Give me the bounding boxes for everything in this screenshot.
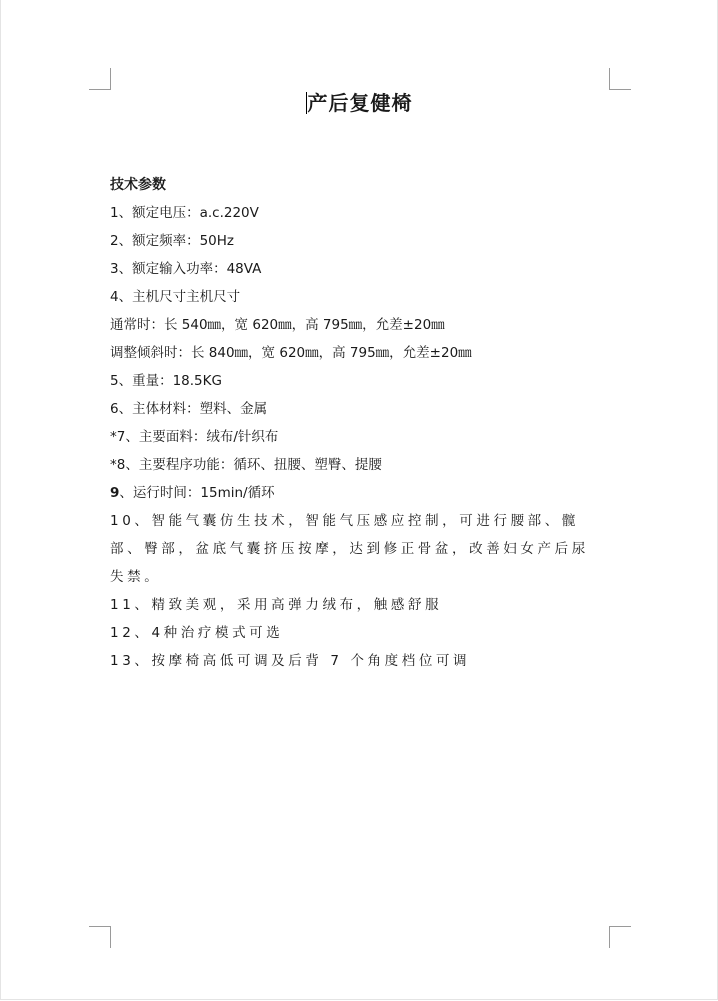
page-corner-mark-bottom-left xyxy=(89,926,111,948)
spec-line-run-time-text: 、运行时间：15min/循环 xyxy=(119,485,275,501)
spec-line-input-power: 3、额定输入功率：48VA xyxy=(110,261,262,277)
spec-line-size-normal: 通常时：长 540㎜，宽 620㎜，高 795㎜，允差±20㎜ xyxy=(110,317,445,333)
spec-line-run-time-number: 9 xyxy=(110,485,120,501)
spec-line-size-heading: 4、主机尺寸主机尺寸 xyxy=(110,289,241,305)
document-title-block[interactable] xyxy=(1,90,717,116)
spec-line-programs: *8、主要程序功能：循环、扭腰、塑臀、提腰 xyxy=(110,457,382,473)
spec-line-weight: 5、重量：18.5KG xyxy=(110,373,222,389)
section-heading: 技术参数 xyxy=(110,177,166,193)
page-corner-mark-top-right xyxy=(609,68,631,90)
spec-line-run-time xyxy=(110,479,600,507)
document-title: 产后复健椅 xyxy=(307,91,413,115)
spec-line-fabric: *7、主要面料：绒布/针织布 xyxy=(110,429,279,445)
text-cursor xyxy=(306,92,307,114)
page-corner-mark-top-left xyxy=(89,68,111,90)
spec-line-size-tilted: 调整倾斜时：长 840㎜，宽 620㎜，高 795㎜，允差±20㎜ xyxy=(110,345,472,361)
feature-airbag: 10、智能气囊仿生技术，智能气压感应控制，可进行腰部、髋部、臀部，盆底气囊挤压按摩，达到修正骨盆，改善妇女产后尿失禁。 xyxy=(110,513,589,585)
feature-appearance: 11、精致美观，采用高弹力绒布，触感舒服 xyxy=(110,597,443,613)
spec-line-frequency: 2、额定频率：50Hz xyxy=(110,233,235,249)
spec-line-voltage: 1、额定电压：a.c.220V xyxy=(110,205,259,221)
page-corner-mark-bottom-right xyxy=(609,926,631,948)
feature-adjustable: 13、按摩椅高低可调及后背 7 个角度档位可调 xyxy=(110,653,471,669)
feature-modes: 12、4种治疗模式可选 xyxy=(110,625,284,641)
spec-line-material: 6、主体材料：塑料、金属 xyxy=(110,401,268,417)
document-body[interactable] xyxy=(110,171,600,675)
